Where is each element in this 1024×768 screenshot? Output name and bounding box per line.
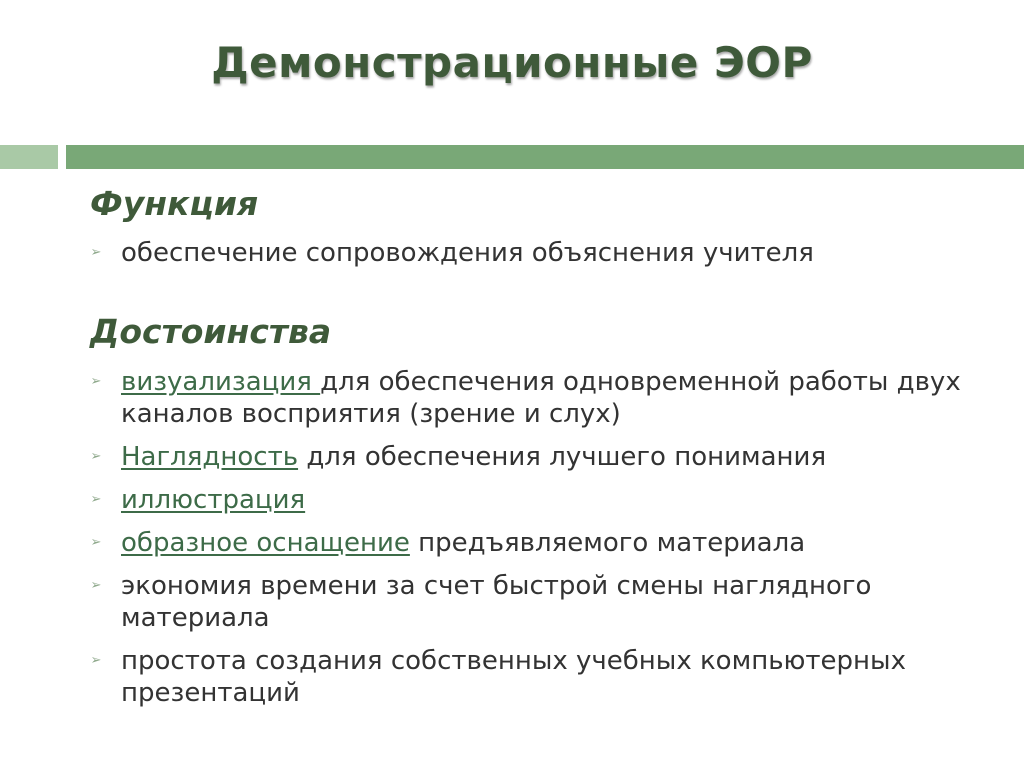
arrow-bullet-icon: ➢ bbox=[90, 449, 102, 464]
decorative-band-main bbox=[66, 145, 1024, 169]
arrow-bullet-icon: ➢ bbox=[90, 535, 102, 550]
arrow-bullet-icon: ➢ bbox=[90, 492, 102, 507]
function-heading: Функция bbox=[90, 184, 259, 223]
function-list bbox=[88, 237, 988, 280]
item-text: для обеспечения лучшего понимания bbox=[298, 442, 827, 472]
advantages-list bbox=[88, 366, 988, 720]
figurative-equipment-link[interactable]: образное оснащение bbox=[121, 528, 410, 558]
list-item bbox=[88, 527, 988, 559]
list-item bbox=[88, 237, 988, 269]
list-item bbox=[88, 645, 988, 709]
arrow-bullet-icon: ➢ bbox=[90, 578, 102, 593]
clarity-link[interactable]: Наглядность bbox=[121, 442, 299, 472]
illustration-link[interactable]: иллюстрация bbox=[121, 485, 306, 515]
list-item bbox=[88, 484, 988, 516]
arrow-bullet-icon: ➢ bbox=[90, 245, 102, 260]
arrow-bullet-icon: ➢ bbox=[90, 653, 102, 668]
decorative-band-left bbox=[0, 145, 58, 169]
item-text: простота создания собственных учебных компьютерных презентаций bbox=[121, 646, 906, 708]
item-text: экономия времени за счет быстрой смены наглядного материала bbox=[121, 571, 872, 633]
advantages-heading: Достоинства bbox=[90, 312, 332, 351]
item-text: предъявляемого материала bbox=[409, 528, 806, 558]
arrow-bullet-icon: ➢ bbox=[90, 374, 102, 389]
list-item bbox=[88, 366, 988, 430]
item-text: для обеспечения одновременной работы двух каналов восприятия (зрение и слух) bbox=[121, 367, 961, 429]
item-text: обеспечение сопровождения объяснения учителя bbox=[121, 238, 814, 268]
list-item bbox=[88, 441, 988, 473]
list-item bbox=[88, 570, 988, 634]
slide-title: Демонстрационные ЭОР bbox=[211, 38, 813, 87]
visualization-link[interactable]: визуализация bbox=[121, 367, 321, 397]
